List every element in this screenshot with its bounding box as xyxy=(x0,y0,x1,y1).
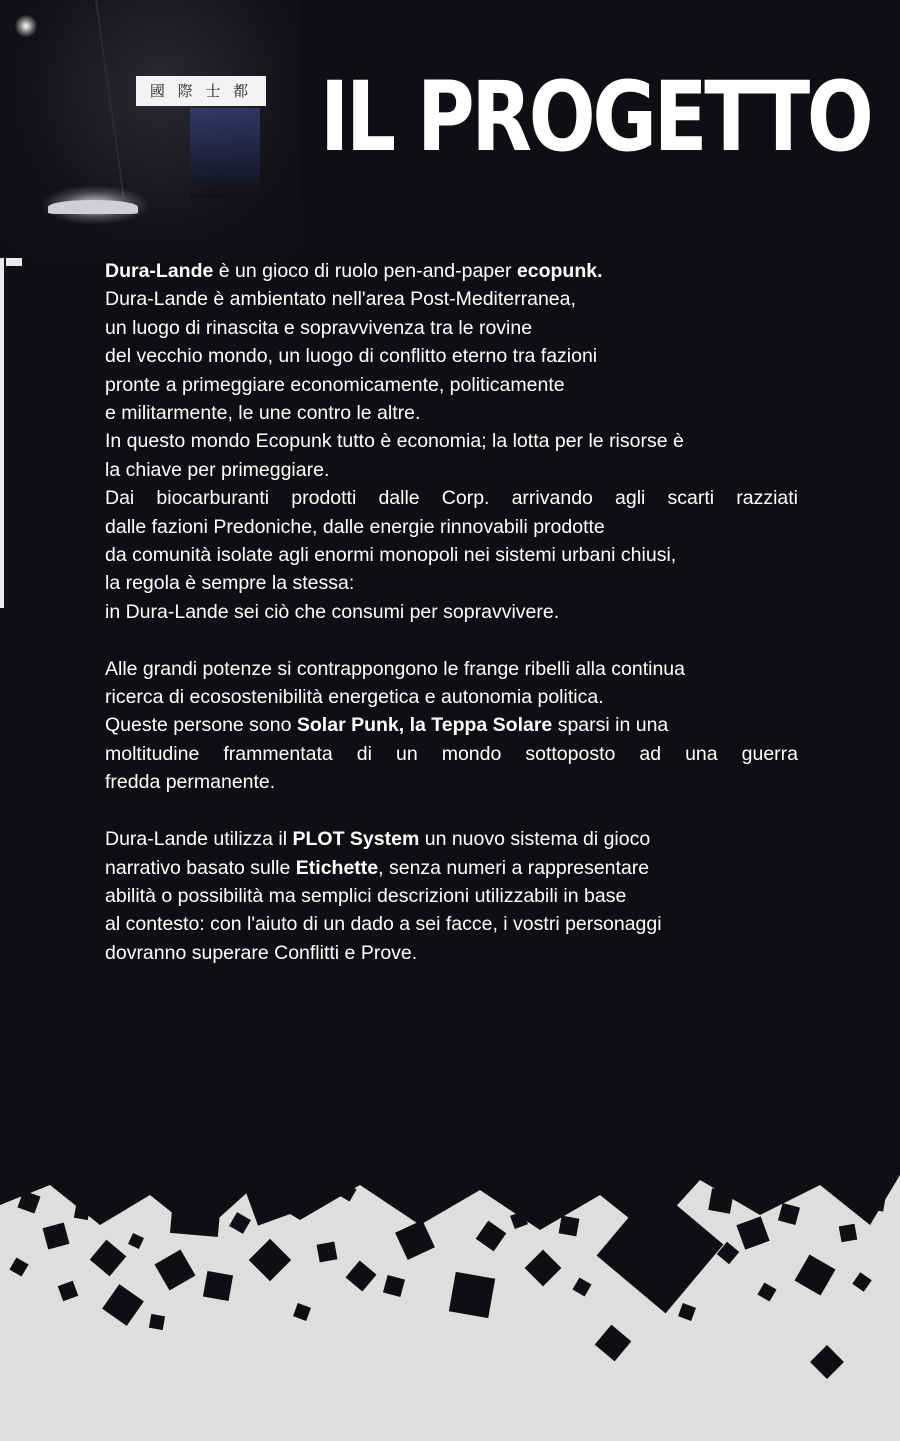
text-span: narrativo basato sulle xyxy=(105,856,296,879)
spot-light xyxy=(15,15,37,37)
text-span: Dura-Lande utilizza il xyxy=(105,828,293,851)
bold-text: PLOT System xyxy=(292,828,420,851)
footer-pixel-decoration xyxy=(0,1165,900,1441)
text-span: , senza numeri a rappresentare xyxy=(378,856,650,879)
side-light-bar xyxy=(0,258,4,608)
text-line: In questo mondo Ecopunk tutto è economia; la lotta per le risorse è xyxy=(105,430,684,453)
shop-sign: 國 際 士 都 xyxy=(136,76,266,106)
text-line: dovranno superare Conflitti e Prove. xyxy=(105,941,418,964)
bold-text: Etichette xyxy=(295,856,379,879)
text-line xyxy=(105,257,798,285)
lamp-icon xyxy=(48,200,138,214)
bold-text: Solar Punk, la Teppa Solare xyxy=(296,714,553,737)
text-line xyxy=(105,711,798,739)
scattered-squares-graphic xyxy=(0,1165,900,1441)
text-line: ricerca di ecosostenibilità energetica e autonomia politica. xyxy=(105,686,604,709)
text-line: la regola è sempre la stessa: xyxy=(105,572,355,595)
text-line: in Dura-Lande sei ciò che consumi per sopravvivere. xyxy=(105,600,560,623)
text-span: è un gioco di ruolo pen-and-paper xyxy=(213,260,517,282)
text-line: abilità o possibilità ma semplici descrizioni utilizzabili in base xyxy=(105,884,627,907)
window-light xyxy=(190,108,260,198)
text-line xyxy=(105,854,798,882)
text-line: un luogo di rinascita e sopravvivenza tra le rovine xyxy=(105,316,533,339)
text-span: Queste persone sono xyxy=(105,714,297,737)
text-line: da comunità isolate agli enormi monopoli nei sistemi urbani chiusi, xyxy=(105,544,677,567)
main-text xyxy=(105,257,798,967)
text-span: sparsi in una xyxy=(552,714,669,737)
bold-text: ecopunk. xyxy=(516,260,603,282)
page-title: IL PROGETTO xyxy=(320,61,871,173)
text-line: Alle grandi potenze si contrappongono le frange ribelli alla continua xyxy=(105,657,685,680)
header-photo xyxy=(0,0,300,260)
text-line: dalle fazioni Predoniche, dalle energie rinnovabili prodotte xyxy=(105,515,605,538)
text-line: e militarmente, le une contro le altre. xyxy=(105,402,421,425)
side-light-bar-top xyxy=(6,258,22,266)
bold-text: Dura-Lande xyxy=(105,260,214,282)
text-line: Dai biocarburanti prodotti dalle Corp. arrivando agli scarti razziati xyxy=(105,487,798,510)
text-line: moltitudine frammentata di un mondo sottoposto ad una guerra xyxy=(105,742,798,765)
text-line: al contesto: con l'aiuto di un dado a sei facce, i vostri personaggi xyxy=(105,913,662,936)
paragraph-solarpunk xyxy=(105,655,798,797)
text-line: Dura-Lande è ambientato nell'area Post-Mediterranea, xyxy=(105,288,576,311)
lamp-cord xyxy=(95,0,125,198)
text-line: pronte a primeggiare economicamente, politicamente xyxy=(105,373,565,396)
text-line: la chiave per primeggiare. xyxy=(105,458,330,481)
paragraph-plot-system xyxy=(105,825,798,967)
text-line xyxy=(105,825,798,853)
text-line: del vecchio mondo, un luogo di conflitto eterno tra fazioni xyxy=(105,345,598,368)
paragraph-intro xyxy=(105,257,798,626)
text-line: fredda permanente. xyxy=(105,771,276,794)
text-span: un nuovo sistema di gioco xyxy=(419,828,651,851)
